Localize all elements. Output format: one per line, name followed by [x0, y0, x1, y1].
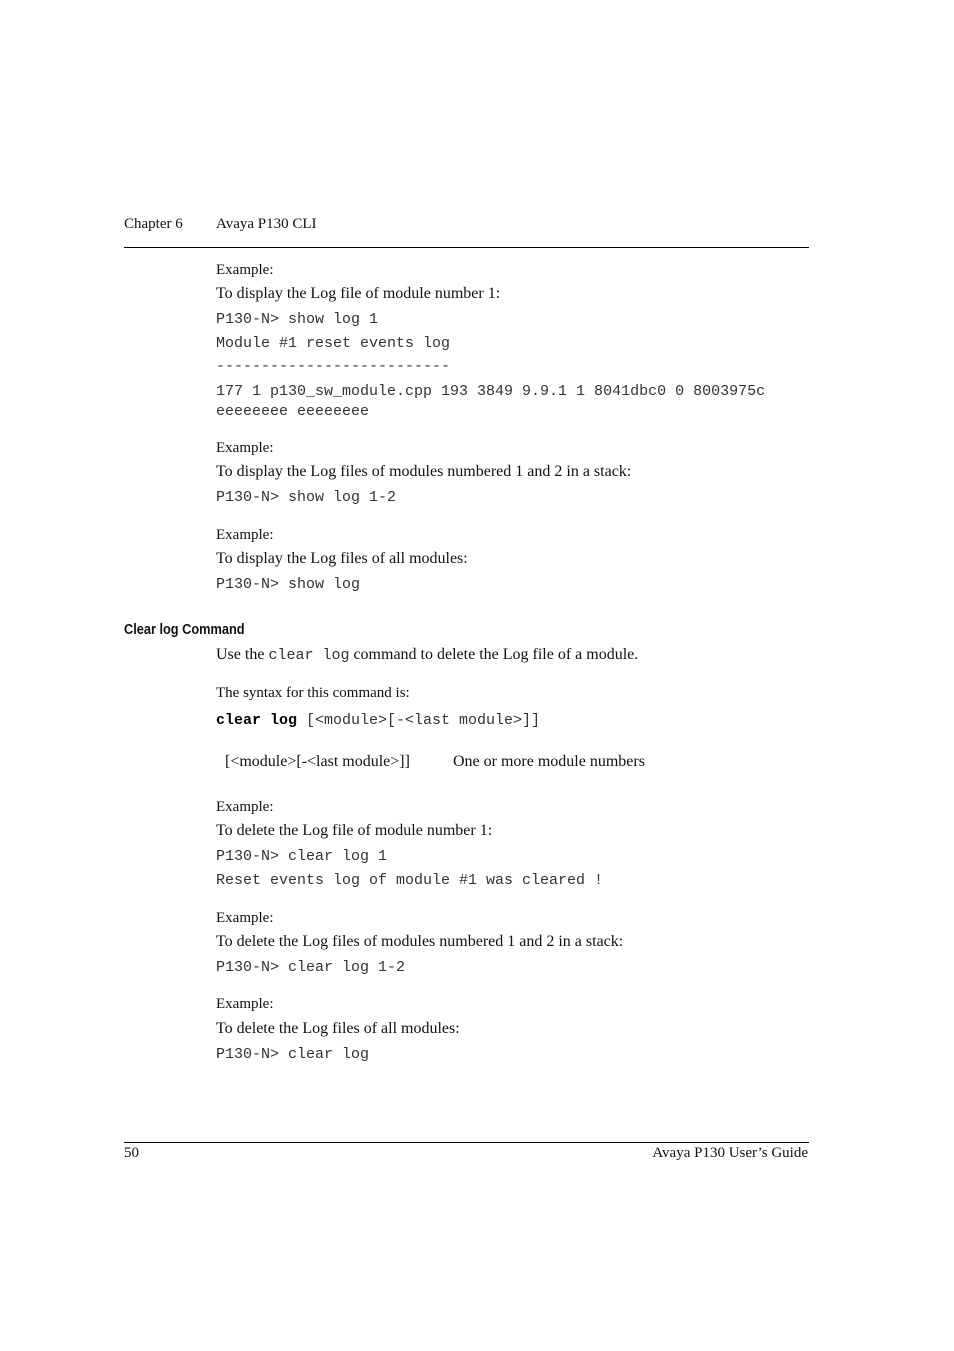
header-title: Avaya P130 CLI: [216, 216, 317, 232]
command-line: P130-N> show log: [216, 576, 361, 593]
command-line: P130-N> show log 1-2: [216, 489, 397, 506]
footer-rule: [124, 1142, 809, 1143]
example-label: Example:: [216, 262, 274, 278]
command-output: --------------------------: [216, 358, 451, 375]
intro-text: command to delete the Log file of a module.: [349, 646, 639, 663]
example-label: Example:: [216, 996, 274, 1012]
command-output: Module #1 reset events log: [216, 335, 451, 352]
command-line: P130-N> clear log 1-2: [216, 959, 406, 976]
example-description: To delete the Log file of module number 1:: [216, 822, 493, 839]
section-intro: [216, 646, 638, 664]
command-line: P130-N> clear log 1: [216, 848, 388, 865]
page-number: 50: [124, 1145, 139, 1161]
example-description: To delete the Log files of all modules:: [216, 1020, 460, 1037]
example-label: Example:: [216, 527, 274, 543]
example-description: To display the Log files of all modules:: [216, 550, 468, 567]
syntax-line: [216, 711, 540, 729]
example-description: To display the Log file of module number 1:: [216, 285, 501, 302]
param-name: [<module>[-<last module>]]: [225, 753, 410, 770]
command-output: Reset events log of module #1 was cleared !: [216, 872, 604, 889]
syntax-args: [<module>[-<last module>]]: [297, 712, 541, 729]
syntax-label: The syntax for this command is:: [216, 685, 410, 701]
header-chapter: Chapter 6: [124, 216, 183, 232]
syntax-command: clear log: [216, 712, 298, 729]
intro-code: clear log: [268, 647, 350, 664]
intro-text: Use the: [216, 646, 269, 663]
example-description: To display the Log files of modules numbered 1 and 2 in a stack:: [216, 463, 632, 480]
command-line: P130-N> show log 1: [216, 311, 379, 328]
header-rule: [124, 247, 809, 248]
section-heading: Clear log Command: [124, 622, 245, 638]
example-description: To delete the Log files of modules numbered 1 and 2 in a stack:: [216, 933, 624, 950]
command-line: P130-N> clear log: [216, 1046, 370, 1063]
example-label: Example:: [216, 910, 274, 926]
example-label: Example:: [216, 440, 274, 456]
example-label: Example:: [216, 799, 274, 815]
command-output: 177 1 p130_sw_module.cpp 193 3849 9.9.1 1 8041dbc0 0 8003975c: [216, 383, 766, 400]
param-description: One or more module numbers: [453, 753, 645, 770]
command-output: eeeeeeee eeeeeeee: [216, 403, 370, 420]
footer-title: Avaya P130 User’s Guide: [652, 1145, 808, 1161]
